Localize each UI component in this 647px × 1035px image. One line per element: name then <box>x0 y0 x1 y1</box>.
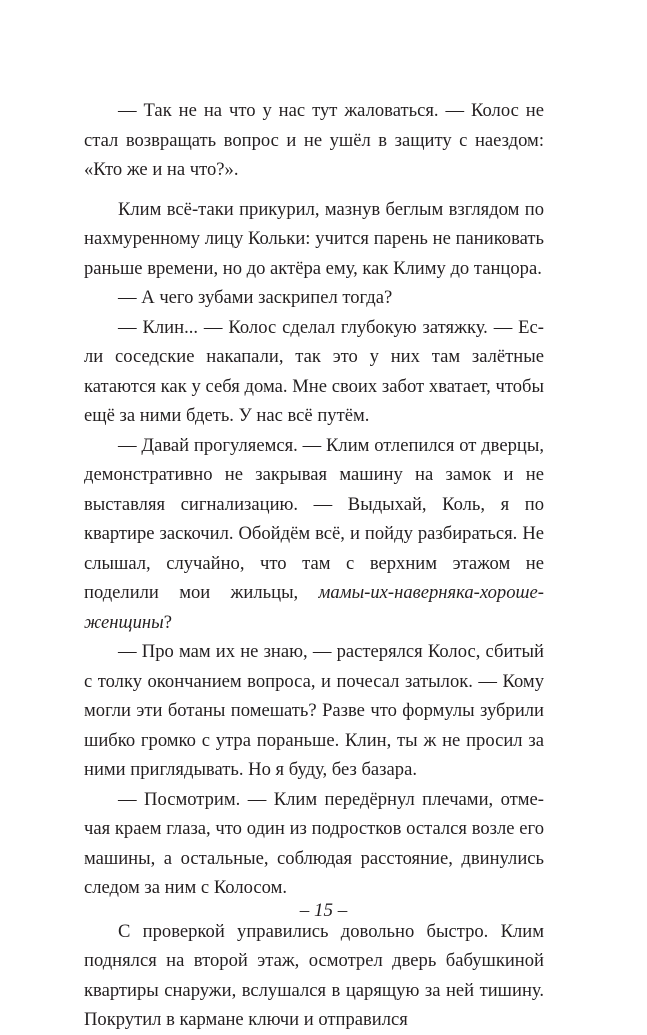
paragraph-text: ? <box>163 611 172 633</box>
paragraph-text: — Про мам их не знаю, — растерялся Колос, сбитый с толку окончанием вопроса, и почесал затылок. — Кому могли эти ботаны помешать? Разве что формулы зубрили шибко громко с утра пораньше. Клин, ты ж не просил за ними приглядывать. Но я буду, без базара. <box>84 641 544 780</box>
paragraph-text: — Клин... — Колос сделал глубокую затяжку. — Если соседские накапали, так это у них там залётные катаются как у себя дома. Мне своих забот хватает, чтобы ещё за ними бдеть. У нас всё путём. <box>84 316 544 426</box>
paragraph-text: — Так не на что у нас тут жаловаться. — Колос не стал возвращать вопрос и не ушёл в защиту с наездом: «Кто же и на что?». <box>84 100 544 180</box>
page-body <box>84 96 544 1035</box>
page-number: 15 <box>314 900 333 921</box>
paragraph-text: С проверкой управились довольно быстро. Клим поднялся на второй этаж, осмотрел дверь бабушкиной квартиры снаружи, вслушался в царящую за ней тишину. Покрутил в кармане ключи и отправился <box>84 920 544 1030</box>
paragraph <box>84 917 544 1035</box>
paragraph <box>84 283 544 313</box>
paragraph-text: Клим всё-таки прикурил, мазнув беглым взглядом по нахмуренному лицу Кольки: учится парень не паниковать раньше времени, но до актёра ему, как Климу до танцора. <box>84 198 544 279</box>
page-number-footer <box>0 900 647 922</box>
paragraph-text: — Посмотрим. — Клим передёрнул плечами, отмечая краем глаза, что один из подростков остался возле его машины, а остальные, соблюдая расстояние, двинулись следом за ним с Колосом. <box>84 788 544 898</box>
paragraph <box>84 637 544 785</box>
paragraph-text: — Давай прогуляемся. — Клим отлепился от дверцы, демонстративно не закрывая машину на замок и не выставляя сигнализацию. — Выдыхай, Коль, я по квартире заскочил. Обойдём всё, и пойду разбираться. Не слышал, случайно, что там с верхним этажом не поделили мои жильцы, <box>84 434 544 603</box>
footer-dash-right: – <box>337 900 348 921</box>
italic-phrase: мамы-их-наверняка-хороше-женщины <box>84 582 544 633</box>
paragraph <box>84 785 544 903</box>
paragraph <box>84 96 544 185</box>
paragraph-text: — А чего зубами заскрипел тогда? <box>118 287 393 308</box>
footer-dash-left: – <box>299 900 310 921</box>
paragraph <box>84 195 544 284</box>
paragraph <box>84 431 544 638</box>
paragraph <box>84 313 544 431</box>
